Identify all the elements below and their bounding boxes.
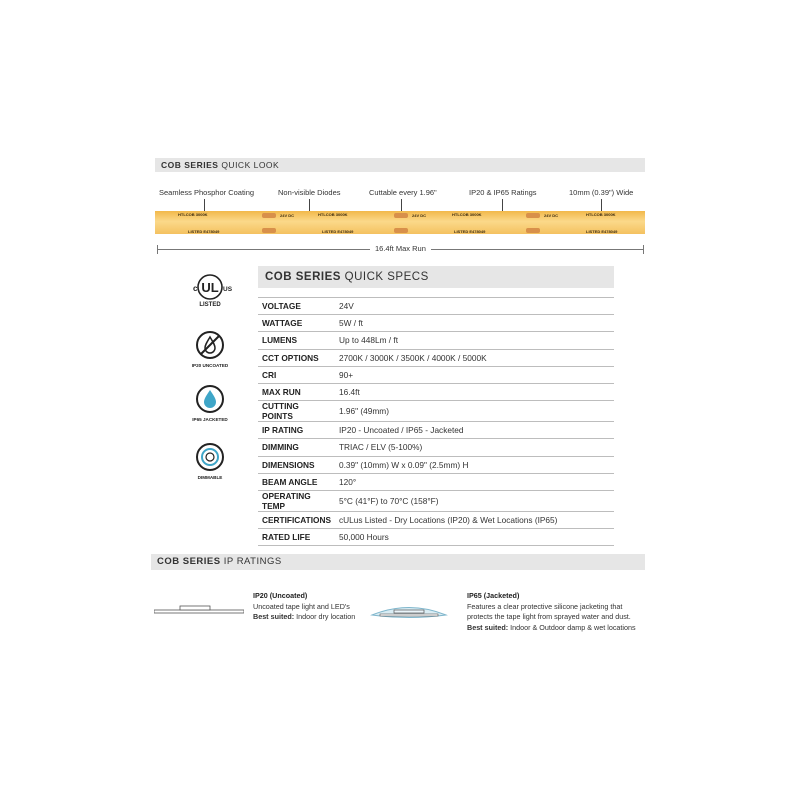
ul-logo-us: US — [223, 286, 232, 293]
ip20-best — [253, 612, 383, 623]
ip65-jacketed-diagram — [370, 600, 448, 624]
spec-key: RATED LIFE — [258, 529, 335, 546]
specs-table — [258, 297, 614, 546]
solder-pad — [526, 228, 540, 233]
spec-row — [258, 511, 614, 528]
spec-row — [258, 456, 614, 473]
spec-row — [258, 315, 614, 332]
spec-value: TRIAC / ELV (5-100%) — [335, 439, 614, 456]
spec-value: 0.39" (10mm) W x 0.09" (2.5mm) H — [335, 456, 614, 473]
spec-row — [258, 332, 614, 349]
ul-listed-badge — [188, 272, 232, 308]
quick-look-title-rest: QUICK LOOK — [221, 160, 280, 170]
spec-key: OPERATING TEMP — [258, 490, 335, 511]
ip65-best-text: Indoor & Outdoor damp & wet locations — [508, 622, 636, 632]
spec-value: 5°C (41°F) to 70°C (158°F) — [335, 490, 614, 511]
quick-specs-header — [258, 266, 614, 288]
spec-key: MAX RUN — [258, 383, 335, 400]
ip20-best-text: Indoor dry location — [294, 612, 356, 621]
strip-ul-label: LISTED E478049 — [586, 229, 618, 234]
ul-logo-mark: UL — [201, 280, 219, 295]
spec-row — [258, 383, 614, 400]
spec-value: 2700K / 3000K / 3500K / 4000K / 5000K — [335, 349, 614, 366]
spec-value: 120° — [335, 473, 614, 490]
ul-logo-icon — [188, 272, 232, 304]
dimmer-knob-icon — [195, 442, 225, 472]
spec-value: 1.96" (49mm) — [335, 401, 614, 422]
solder-pad — [262, 213, 276, 218]
dimmable-label: DIMMABLE — [197, 475, 223, 480]
ip65-description — [467, 591, 657, 633]
strip-led-label: HTLCOB 3000K — [318, 212, 348, 217]
ip-ratings-title-rest: IP RATINGS — [223, 556, 282, 567]
solder-pad — [262, 228, 276, 233]
ip20-uncoated-diagram — [154, 602, 244, 622]
quick-specs-title-bold: COB SERIES — [265, 271, 341, 283]
strip-led-label: HTLCOB 3000K — [586, 212, 616, 217]
ip65-best-label: Best suited: — [467, 622, 509, 632]
spec-value: 16.4ft — [335, 383, 614, 400]
spec-row — [258, 439, 614, 456]
spec-row — [258, 422, 614, 439]
spec-key: BEAM ANGLE — [258, 473, 335, 490]
spec-value: cULus Listed - Dry Locations (IP20) & Wet Locations (IP65) — [335, 511, 614, 528]
spec-key: DIMENSIONS — [258, 456, 335, 473]
strip-ul-label: LISTED E478049 — [188, 229, 220, 234]
strip-led-label: HTLCOB 3000K — [452, 212, 482, 217]
callout-diodes: Non-visible Diodes — [278, 188, 341, 197]
spec-row — [258, 298, 614, 315]
ip65-best — [467, 623, 657, 634]
spec-row — [258, 349, 614, 366]
spec-key: VOLTAGE — [258, 298, 335, 315]
run-dimension-tick-left — [157, 245, 158, 254]
spec-row — [258, 473, 614, 490]
no-water-icon — [195, 330, 225, 360]
strip-pad-label: 24V DC — [412, 213, 427, 218]
spec-key: WATTAGE — [258, 315, 335, 332]
quick-specs-title-rest: QUICK SPECS — [344, 271, 429, 283]
spec-value: 5W / ft — [335, 315, 614, 332]
ip65-badge — [184, 384, 236, 422]
spec-key: IP RATING — [258, 422, 335, 439]
spec-key: CCT OPTIONS — [258, 349, 335, 366]
spec-row — [258, 366, 614, 383]
spec-key: LUMENS — [258, 332, 335, 349]
spec-value: Up to 448Lm / ft — [335, 332, 614, 349]
quick-look-header — [155, 158, 645, 172]
spec-key: DIMMING — [258, 439, 335, 456]
ip65-line2: protects the tape light from sprayed water and dust. — [467, 612, 631, 621]
spec-row — [258, 529, 614, 546]
strip-led-label: HTLCOB 3000K — [178, 212, 208, 217]
ip-ratings-header — [151, 554, 645, 570]
spec-key: CERTIFICATIONS — [258, 511, 335, 528]
ip65-heading: IP65 (Jacketed) — [467, 591, 520, 600]
ip20-label: IP20 UNCOATED — [191, 363, 229, 368]
solder-pad — [394, 213, 408, 218]
ip20-line1: Uncoated tape light and LED's — [253, 601, 350, 611]
strip-ul-label: LISTED E478049 — [454, 229, 486, 234]
ul-logo-c: c — [193, 284, 198, 293]
water-drop-icon — [195, 384, 225, 414]
ip20-heading: IP20 (Uncoated) — [253, 591, 308, 600]
ip20-description — [253, 591, 383, 623]
run-dimension-tick-right — [643, 245, 644, 254]
spec-key: CRI — [258, 366, 335, 383]
ip-ratings-title-bold: COB SERIES — [157, 556, 221, 567]
ip65-line1: Features a clear protective silicone jacketing that — [467, 601, 623, 611]
callout-cuttable: Cuttable every 1.96" — [369, 188, 437, 197]
callout-phosphor: Seamless Phosphor Coating — [159, 188, 255, 197]
strip-pad-label: 24V DC — [280, 213, 295, 218]
ip20-best-label: Best suited: — [253, 612, 295, 621]
strip-ul-label: LISTED E478049 — [322, 229, 354, 234]
spec-row — [258, 490, 614, 511]
dimmable-badge — [184, 442, 236, 480]
solder-pad — [394, 228, 408, 233]
ul-listed-label: LISTED — [199, 302, 221, 308]
solder-pad — [526, 213, 540, 218]
quick-look-title-bold: COB SERIES — [161, 160, 219, 170]
ip65-label: IP65 JACKETED — [192, 417, 228, 422]
callout-width: 10mm (0.39") Wide — [569, 188, 634, 197]
spec-row — [258, 401, 614, 422]
spec-value: IP20 - Uncoated / IP65 - Jacketed — [335, 422, 614, 439]
spec-value: 50,000 Hours — [335, 529, 614, 546]
strip-pad-label: 24V DC — [544, 213, 559, 218]
spec-value: 24V — [335, 298, 614, 315]
spec-key: CUTTING POINTS — [258, 401, 335, 422]
run-label: 16.4ft Max Run — [370, 244, 431, 253]
ip20-badge — [184, 330, 236, 368]
callout-ip-ratings: IP20 & IP65 Ratings — [469, 188, 537, 197]
spec-value: 90+ — [335, 366, 614, 383]
specs-table-body — [258, 298, 614, 546]
